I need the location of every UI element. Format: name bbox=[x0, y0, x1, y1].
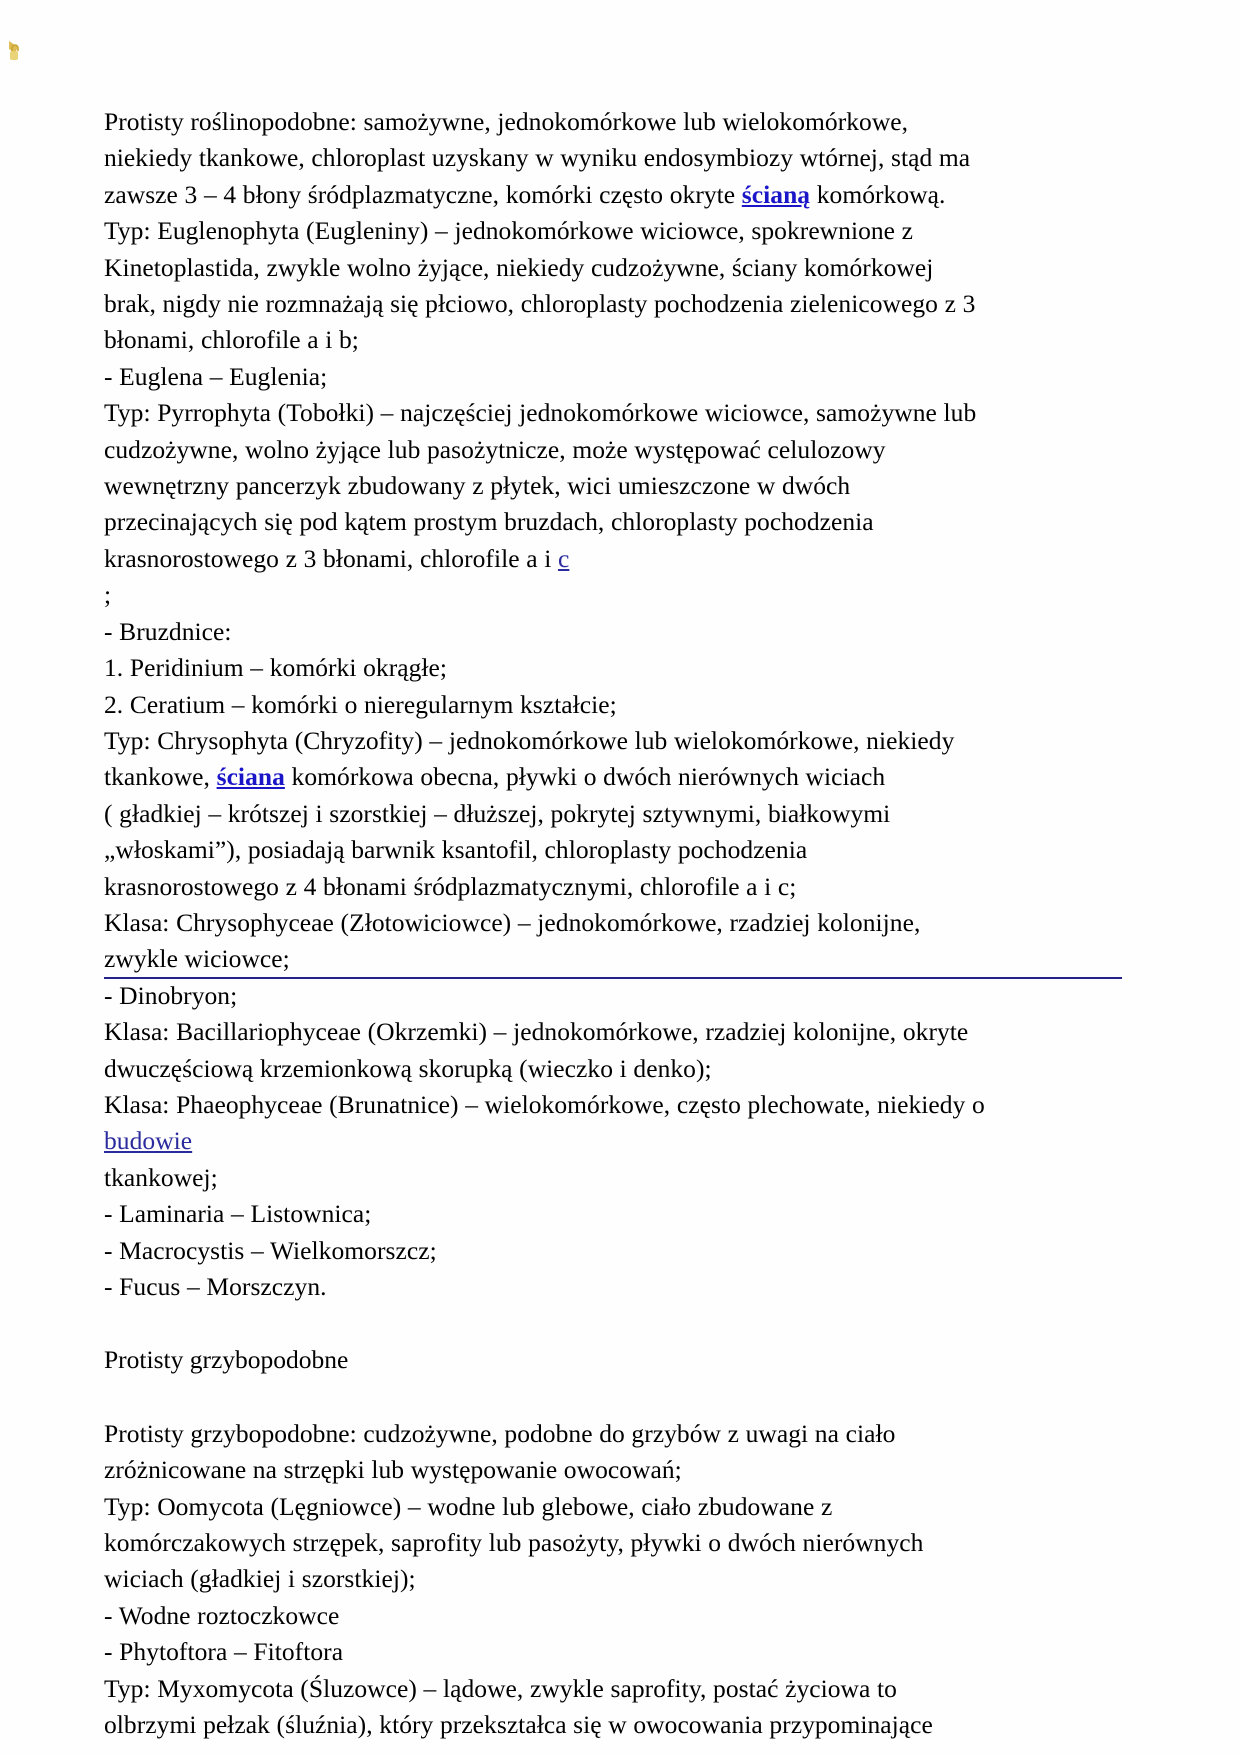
line-text: komórkowa obecna, pływki o dwóch nierównych wiciach bbox=[284, 762, 886, 792]
line-text: - Phytoftora – Fitoftora bbox=[104, 1637, 344, 1667]
link-budowie[interactable]: budowie bbox=[104, 1126, 193, 1156]
line-text: zróżnicowane na strzępki lub występowanie owocowań; bbox=[104, 1455, 682, 1485]
line-text: Klasa: Phaeophyceae (Brunatnice) – wielokomórkowe, często plechowate, niekiedy o bbox=[104, 1089, 985, 1119]
line-text: 2. Ceratium – komórki o nieregularnym kształcie; bbox=[104, 689, 617, 719]
document-body bbox=[104, 104, 1124, 1743]
line-text: - Laminaria – Listownica; bbox=[104, 1199, 372, 1229]
line-text: krasnorostowego z 3 błonami, chlorofile a i bbox=[104, 543, 558, 573]
paragraph-line bbox=[104, 832, 1124, 868]
line-text: „włoskami”), posiadają barwnik ksantofil, chloroplasty pochodzenia bbox=[104, 835, 808, 865]
line-text: Typ: Euglenophyta (Eugleniny) – jednokomórkowe wiciowce, spokrewnione z bbox=[104, 216, 914, 246]
line-text: krasnorostowego z 4 błonami śródplazmatycznymi, chlorofile a i c; bbox=[104, 871, 797, 901]
line-text: Protisty roślinopodobne: samożywne, jednokomórkowe lub wielokomórkowe, bbox=[104, 107, 909, 136]
paragraph-line bbox=[104, 1489, 1124, 1525]
line-text: wiciach (gładkiej i szorstkiej); bbox=[104, 1564, 416, 1594]
paragraph-line bbox=[104, 250, 1124, 286]
paragraph-line bbox=[104, 905, 1124, 941]
spacer bbox=[104, 1305, 1124, 1342]
line-text: dwuczęściową krzemionkową skorupką (wieczko i denko); bbox=[104, 1053, 712, 1083]
line-text: ; bbox=[104, 580, 112, 610]
paragraph-line bbox=[104, 1087, 1124, 1123]
line-text: - Macrocystis – Wielkomorszcz; bbox=[104, 1235, 437, 1265]
line-text: cudzożywne, wolno żyjące lub pasożytnicze, może występować celulozowy bbox=[104, 434, 886, 464]
paragraph-line bbox=[104, 432, 1124, 468]
line-text: ( gładkiej – krótszej i szorstkiej – dłuższej, pokrytej sztywnymi, białkowymi bbox=[104, 798, 891, 828]
paragraph-line bbox=[104, 1196, 1124, 1232]
paragraph-line bbox=[104, 614, 1124, 650]
line-text: Typ: Oomycota (Lęgniowce) – wodne lub glebowe, ciało zbudowane z bbox=[104, 1491, 833, 1521]
paragraph-line bbox=[104, 1416, 1124, 1452]
paragraph-line bbox=[104, 1598, 1124, 1634]
paragraph-line bbox=[104, 322, 1124, 358]
line-text: komórczakowych strzępek, saprofity lub pasożyty, pływki o dwóch nierównych bbox=[104, 1528, 924, 1558]
line-text: Klasa: Bacillariophyceae (Okrzemki) – jednokomórkowe, rzadziej kolonijne, okryte bbox=[104, 1017, 969, 1047]
paragraph-line bbox=[104, 1269, 1124, 1305]
paragraph-line bbox=[104, 978, 1124, 1014]
paragraph-line bbox=[104, 359, 1124, 395]
line-text: zwykle wiciowce; bbox=[104, 944, 290, 974]
paragraph-line bbox=[104, 1051, 1124, 1087]
line-text: - Fucus – Morszczyn. bbox=[104, 1272, 327, 1301]
line-text: - Euglena – Euglenia; bbox=[104, 361, 328, 391]
paragraph-line bbox=[104, 1233, 1124, 1269]
line-text: - Bruzdnice: bbox=[104, 616, 232, 646]
paragraph-line bbox=[104, 1452, 1124, 1488]
line-text: Protisty grzybopodobne: cudzożywne, podobne do grzybów z uwagi na ciało bbox=[104, 1418, 896, 1448]
paragraph-line bbox=[104, 213, 1124, 249]
section-heading: Protisty grzybopodobne bbox=[104, 1345, 349, 1375]
paragraph-line bbox=[104, 1671, 1124, 1707]
line-text: - Dinobryon; bbox=[104, 980, 238, 1010]
line-text: zawsze 3 – 4 błony śródplazmatyczne, komórki często okryte bbox=[104, 179, 742, 209]
line-text: 1. Peridinium – komórki okrągłe; bbox=[104, 653, 448, 683]
link-sciana-2[interactable]: ściana bbox=[216, 762, 285, 792]
line-text: błonami, chlorofile a i b; bbox=[104, 325, 359, 355]
paragraph-line bbox=[104, 759, 1124, 795]
line-text: niekiedy tkankowe, chloroplast uzyskany w wyniku endosymbiozy wtórnej, stąd ma bbox=[104, 143, 971, 173]
paragraph-line bbox=[104, 468, 1124, 504]
link-chlorofil-c[interactable]: c bbox=[557, 543, 570, 573]
line-text: Typ: Chrysophyta (Chryzofity) – jednokomórkowe lub wielokomórkowe, niekiedy bbox=[104, 725, 955, 755]
paragraph-line bbox=[104, 869, 1124, 905]
paragraph-line bbox=[104, 650, 1124, 686]
paragraph-line bbox=[104, 504, 1124, 540]
paragraph-line bbox=[104, 541, 1124, 577]
paragraph-line bbox=[104, 1014, 1124, 1050]
line-text: - Wodne roztoczkowce bbox=[104, 1600, 340, 1630]
line-text: Typ: Myxomycota (Śluzowce) – lądowe, zwykle saprofity, postać życiowa to bbox=[104, 1673, 897, 1703]
line-text: tkankowe, bbox=[104, 762, 217, 792]
line-text: komórkową. bbox=[810, 179, 946, 209]
line-text: wewnętrzny pancerzyk zbudowany z płytek, wici umieszczone w dwóch bbox=[104, 471, 851, 501]
paragraph-line bbox=[104, 1561, 1124, 1597]
paragraph-line bbox=[104, 395, 1124, 431]
paragraph-line bbox=[104, 1160, 1124, 1196]
spacer bbox=[104, 1379, 1124, 1416]
paragraph-line bbox=[104, 177, 1124, 213]
paragraph-line bbox=[104, 1525, 1124, 1561]
paragraph-line bbox=[104, 577, 1124, 613]
line-text: przecinających się pod kątem prostym bruzdach, chloroplasty pochodzenia bbox=[104, 507, 874, 537]
paragraph-line bbox=[104, 140, 1124, 176]
line-text: olbrzymi pełzak (śluźnia), który przekształca się w owocowania przypominające bbox=[104, 1710, 933, 1740]
paragraph-line bbox=[104, 1707, 1124, 1743]
paragraph-line bbox=[104, 286, 1124, 322]
line-text: Klasa: Chrysophyceae (Złotowiciowce) – jednokomórkowe, rzadziej kolonijne, bbox=[104, 907, 921, 937]
paragraph-line bbox=[104, 1123, 1124, 1159]
line-text: tkankowej; bbox=[104, 1162, 218, 1192]
line-text: Kinetoplastida, zwykle wolno żyjące, niekiedy cudzożywne, ściany komórkowej bbox=[104, 252, 934, 282]
bookmark-ornament-icon bbox=[6, 40, 24, 62]
paragraph-line bbox=[104, 941, 1124, 977]
paragraph-line bbox=[104, 104, 1124, 140]
page-break-rule bbox=[104, 977, 1122, 979]
line-text: Typ: Pyrrophyta (Tobołki) – najczęściej jednokomórkowe wiciowce, samożywne lub bbox=[104, 398, 977, 428]
line-text: brak, nigdy nie rozmnażają się płciowo, chloroplasty pochodzenia zielenicowego z 3 bbox=[104, 289, 976, 319]
link-sciana-1[interactable]: ścianą bbox=[741, 179, 811, 209]
paragraph-line bbox=[104, 687, 1124, 723]
paragraph-line bbox=[104, 796, 1124, 832]
paragraph-line bbox=[104, 1634, 1124, 1670]
paragraph-line bbox=[104, 723, 1124, 759]
